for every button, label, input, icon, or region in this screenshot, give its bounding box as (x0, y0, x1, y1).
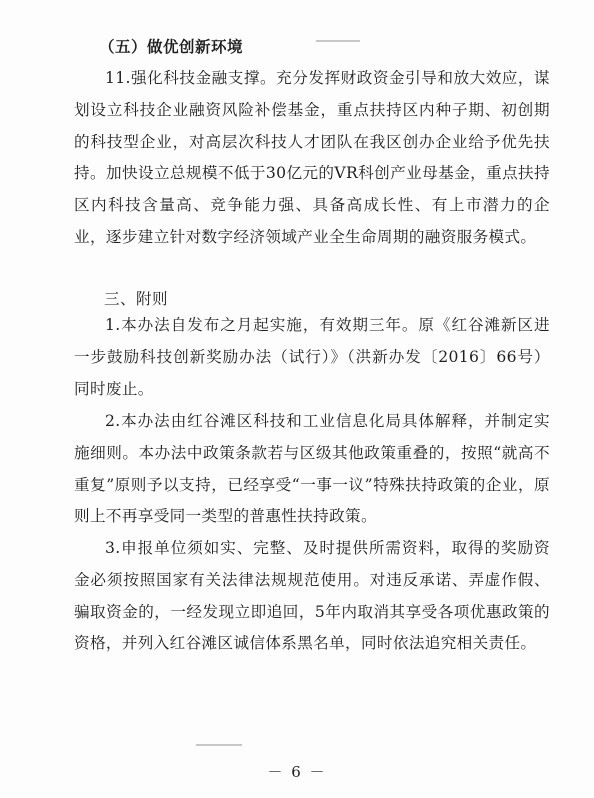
scan-speck (196, 744, 242, 746)
page-number: － 6 － (267, 763, 327, 781)
paragraph-item-11: 11.强化科技金融支撑。充分发挥财政资金引导和放大效应，谋划设立科技企业融资风险补偿基金，重点扶持区内种子期、初创期的科技型企业，对高层次科技人才团队在我区创办企业给予优先扶持。加快设立总规模不低于30亿元的VR科创产业母基金，重点扶持区内科技含量高、竞争能力强、具备高成长性、有上市潜力的企业，逐步建立针对数字经济领域产业全生命周期的融资服务模式。 (74, 69, 550, 246)
section-heading-appendix: 三、附则 (104, 290, 169, 308)
paragraph-rule-1: 1.本办法自发布之月起实施，有效期三年。原《红谷滩新区进一步鼓励科技创新奖励办法（试行）》（洪新办发〔2016〕66号）同时废止。 (74, 316, 550, 398)
paragraph-rule-3: 3.申报单位须如实、完整、及时提供所需资料，取得的奖励资金必须按照国家有关法律法规规范使用。对违反承诺、弄虚作假、骗取资金的，一经发现立即追回，5年内取消其享受各项优惠政策的资格，并列入红谷滩区诚信体系黑名单，同时依法追究相关责任。 (74, 539, 550, 653)
scan-speck (316, 40, 360, 42)
paragraph-rule-2: 2.本办法由红谷滩区科技和工业信息化局具体解释，并制定实施细则。本办法中政策条款若与区级其他政策重叠的，按照“就高不重复”原则予以支持，已经享受“一事一议”特殊扶持政策的企业，原则上不再享受同一类型的普惠性扶持政策。 (74, 412, 550, 526)
section-heading-5: （五）做优创新环境 (99, 37, 244, 56)
